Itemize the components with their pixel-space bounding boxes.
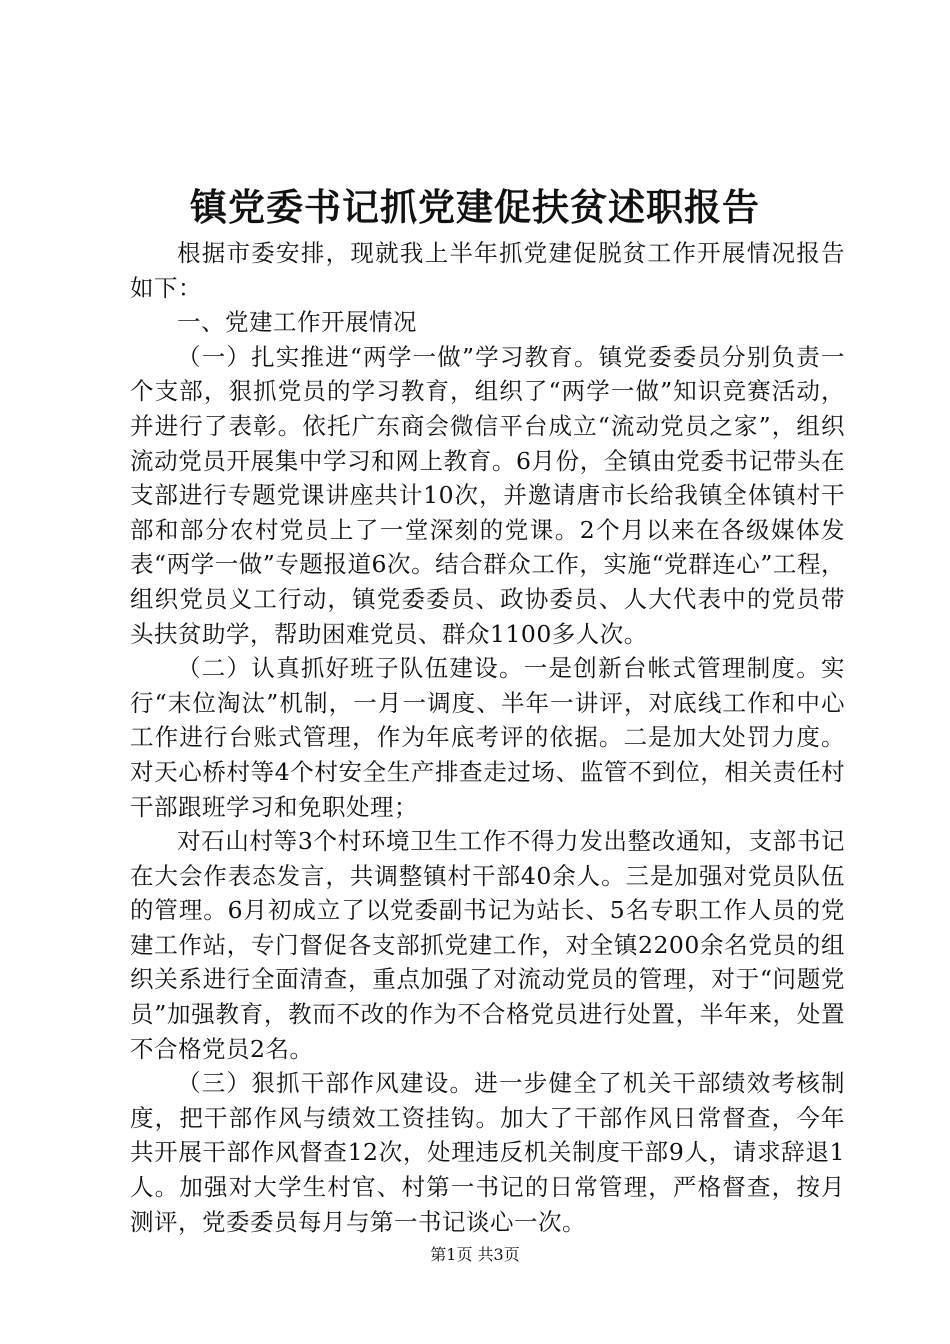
document-body (130, 236, 845, 1239)
document-title: 镇党委书记抓党建促扶贫述职报告 (190, 185, 760, 229)
paragraph-team-building: （二）认真抓好班子队伍建设。一是创新台帐式管理制度。实行“末位淘汰”机制，一月一调度、半年一讲评，对底线工作和中心工作进行台账式管理，作为年底考评的依据。二是加大处罚力度。对天心桥村等4个村安全生产排查走过场、监管不到位，相关责任村干部跟班学习和免职处理； (130, 654, 845, 821)
paragraph-intro: 根据市委安排，现就我上半年抓党建促脱贫工作开展情况报告如下： (130, 239, 845, 302)
paragraph-rectification: 对石山村等3个村环境卫生工作不得力发出整改通知，支部书记在大会作表态发言，共调整镇村干部40余人。三是加强对党员队伍的管理。6月初成立了以党委副书记为站长、5名专职工作人员的党建工作站，专门督促各支部抓党建工作，对全镇2200余名党员的组织关系进行全面清查，重点加强了对流动党员的管理，对于“问题党员”加强教育，教而不改的作为不合格党员进行处置，半年来，处置不合格党员2名。 (130, 827, 845, 1063)
section-heading: 一、党建工作开展情况 (177, 308, 417, 337)
paragraph-work-style: （三）狠抓干部作风建设。进一步健全了机关干部绩效考核制度，把干部作风与绩效工资挂钩。加大了干部作风日常督查，今年共开展干部作风督查12次，处理违反机关制度干部9人，请求辞退1人。加强对大学生村官、村第一书记的日常管理，严格督查，按月测评，党委委员每月与第一书记谈心一次。 (130, 1069, 845, 1236)
paragraph-study-education: （一）扎实推进“两学一做”学习教育。镇党委委员分别负责一个支部，狠抓党员的学习教育，组织了“两学一做”知识竞赛活动，并进行了表彰。依托广东商会微信平台成立“流动党员之家”，组织流动党员开展集中学习和网上教育。6月份，全镇由党委书记带头在支部进行专题党课讲座共计10次，并邀请唐市长给我镇全体镇村干部和部分农村党员上了一堂深刻的党课。2个月以来在各级媒体发表“两学一做”专题报道6次。结合群众工作，实施“党群连心”工程，组织党员义工行动，镇党委委员、政协委员、人大代表中的党员带头扶贫助学，帮助困难党员、群众1100多人次。 (130, 342, 845, 648)
page-footer: 第1页 共3页 (430, 1245, 520, 1264)
